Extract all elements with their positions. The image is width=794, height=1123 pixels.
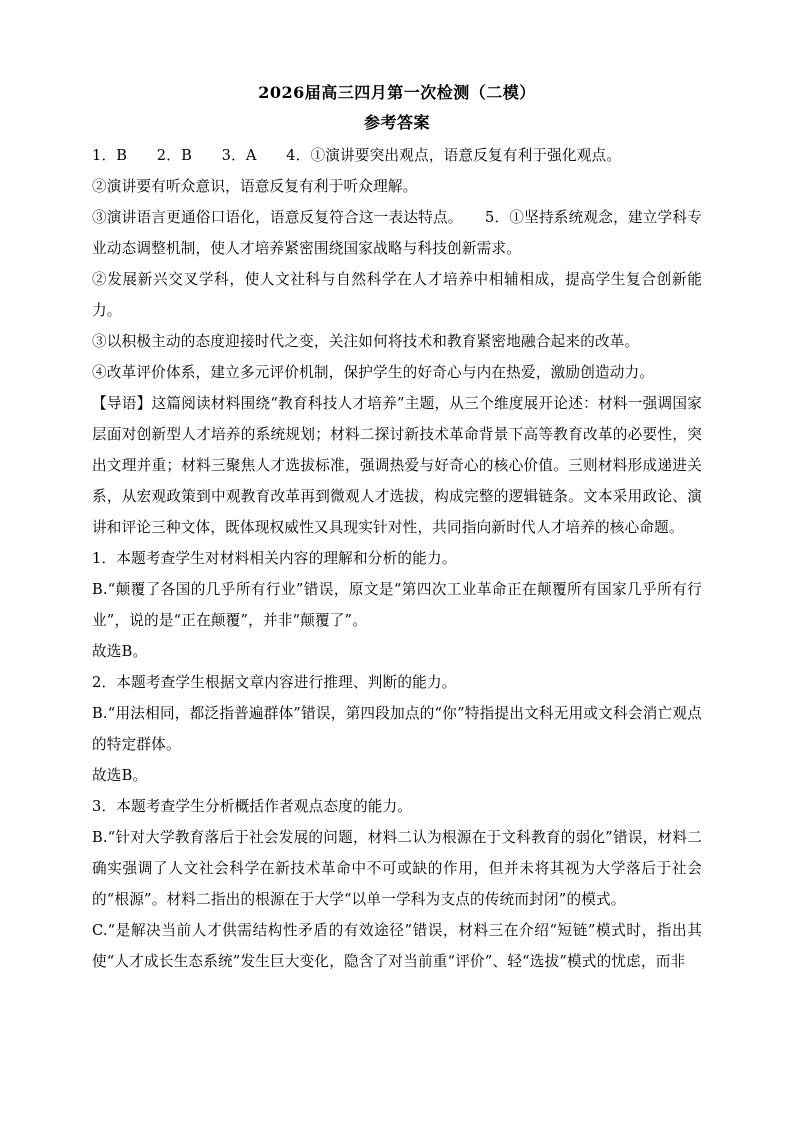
question-2-analysis-heading: 2．本题考查学生根据文章内容进行推理、判断的能力。 <box>92 674 457 691</box>
guide-paragraph: 【导语】这篇阅读材料围绕“教育科技人才培养”主题，从三个维度展开论述：材料一强调国家层面对创新型人才培养的系统规划；材料二探讨新技术革命背景下高等教育改革的必要性，突出文理并重；材料三聚焦人才选拔标准，强调热爱与好奇心的核心价值。三则材料形成递进关系，从宏观政策到中观教育改革再到微观人才选拔，构成完整的逻辑链条。文本采用政论、演讲和评论三种文体，既体现权威性又具现实针对性，共同指向新时代人才培养的核心命题。 <box>92 395 702 536</box>
answer-paragraph-3: ③演讲语言更通俗口语化，语意反复符合这一表达特点。 5．①坚持系统观念，建立学科专业动态调整机制，使人才培养紧密围绕国家战略与科技创新需求。 <box>92 209 702 257</box>
question-1-answer: 故选B。 <box>92 643 148 660</box>
answer-paragraph-2: ②演讲要有听众意识，语意反复有利于听众理解。 <box>92 178 418 195</box>
page-subtitle: 参考答案 <box>363 113 430 132</box>
answer-paragraph-5: ③以积极主动的态度迎接时代之变，关注如何将技术和教育紧密地融合起来的改革。 <box>92 333 640 350</box>
answer-paragraph-1: 1．B 2．B 3．A 4．①演讲要突出观点，语意反复有利于强化观点。 <box>92 147 622 164</box>
question-2-answer: 故选B。 <box>92 767 148 784</box>
question-1-option-b: B.“颠覆了各国的几乎所有行业”错误，原文是“第四次工业革命正在颠覆所有国家几乎所有行业”，说的是“正在颠覆”，并非“颠覆了”。 <box>92 581 702 629</box>
question-3-option-b: B.“针对大学教育落后于社会发展的问题，材料二认为根源在于文科教育的弱化”错误，材料二确实强调了人文社会科学在新技术革命中不可或缺的作用，但并未将其视为大学落后于社会的“根源”。材料二指出的根源在于大学“以单一学科为支点的传统而封闭”的模式。 <box>92 829 702 908</box>
question-2-option-b: B.“用法相同，都泛指普遍群体”错误，第四段加点的“你”特指提出文科无用或文科会消亡观点的特定群体。 <box>92 705 702 753</box>
answer-paragraph-4: ②发展新兴交叉学科，使人文社科与自然科学在人才培养中相辅相成，提高学生复合创新能力。 <box>92 271 702 319</box>
question-3-analysis-heading: 3．本题考查学生分析概括作者观点态度的能力。 <box>92 798 413 815</box>
question-1-analysis-heading: 1．本题考查学生对材料相关内容的理解和分析的能力。 <box>92 550 457 567</box>
page-title: 2026届高三四月第一次检测（二模） <box>258 83 536 102</box>
answer-paragraph-6: ④改革评价体系，建立多元评价机制，保护学生的好奇心与内在热爱，激励创造动力。 <box>92 364 655 381</box>
question-3-option-c: C.“是解决当前人才供需结构性矛盾的有效途径”错误，材料三在介绍“短链”模式时，指出其使“人才成长生态系统”发生巨大变化，隐含了对当前重“评价”、轻“选拔”模式的忧虑，而非 <box>92 922 702 970</box>
